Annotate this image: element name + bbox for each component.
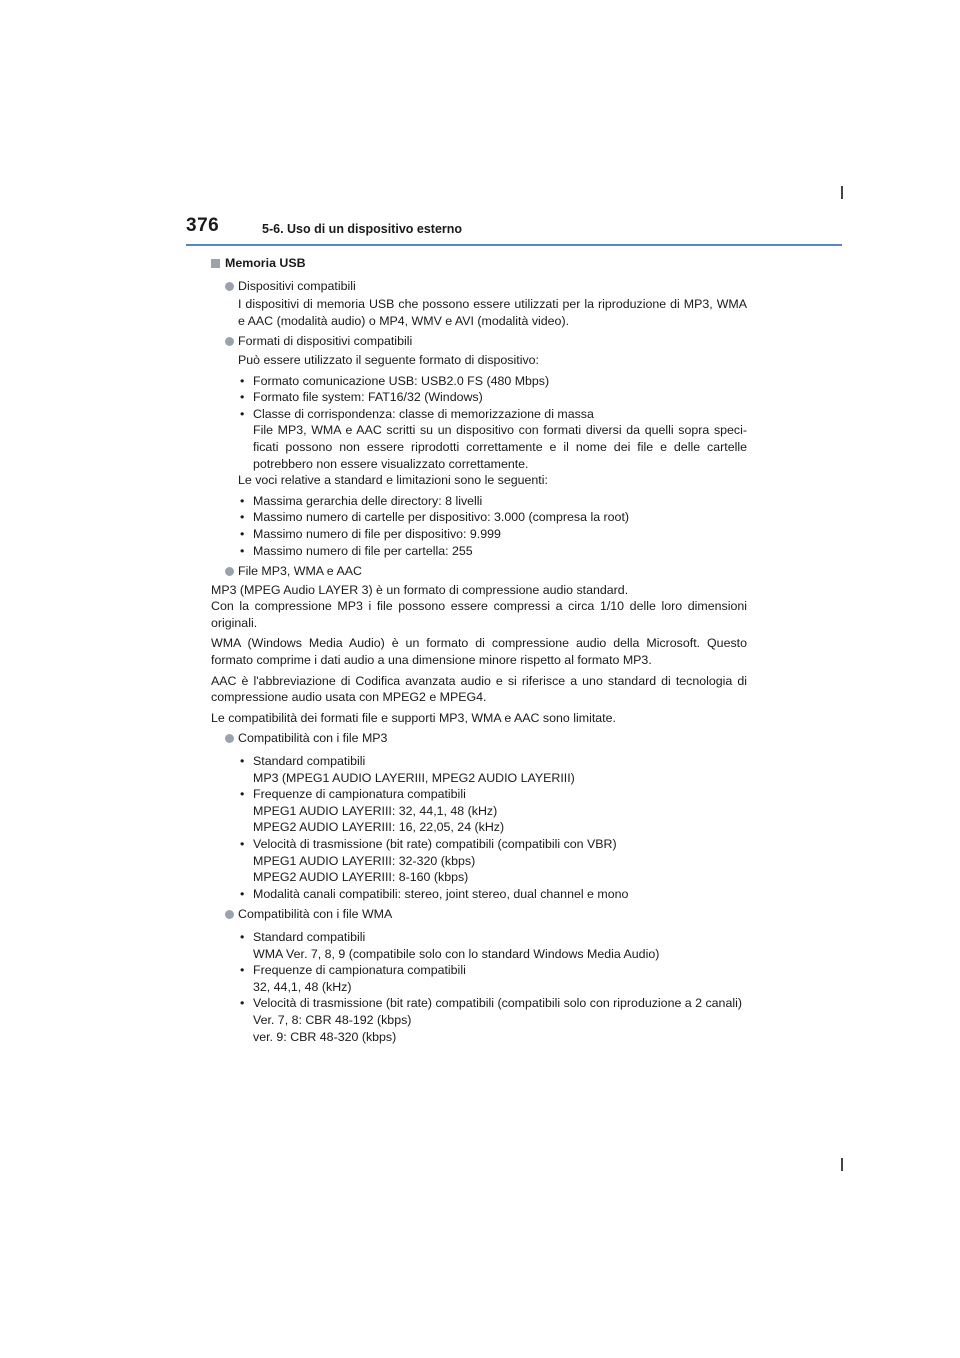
list-item: • Massimo numero di file per cartella: 255 (240, 543, 473, 558)
paragraph: Può essere utilizzato il seguente formato di dispositivo: (238, 352, 539, 367)
subheading-wma-compatibility (225, 906, 747, 923)
paragraph: Con la compressione MP3 i file possono essere compressi a circa 1/10 delle loro dimensioni originali. (211, 599, 747, 630)
bullet-list (238, 753, 747, 902)
list-item: • Classe di corrispondenza: classe di memorizzazione di massa File MP3, WMA e AAC scritti su un dispositivo con formati diversi da quelli sopra speci-ficati possono non essere riprodotti correttamente e il nome dei file e delle cartelle potrebbero non essere visualizzato correttamente. (240, 406, 747, 471)
subheading-text: File MP3, WMA e AAC (238, 564, 362, 579)
list-item: • Velocità di trasmissione (bit rate) compatibili (compatibili solo con riproduzione a 2 canali) Ver. 7, 8: CBR 48-192 (kbps) ver. 9: CBR 48-320 (kbps) (240, 996, 742, 1044)
section-heading-text: Memoria USB (225, 256, 306, 270)
list-item: • Frequenze di campionatura compatibili MPEG1 AUDIO LAYERIII: 32, 44,1, 48 (kHz) MPEG2 AUDIO LAYERIII: 16, 22,05, 24 (kHz) (240, 787, 505, 835)
bullet-list (238, 929, 747, 1045)
list-item: • Formato comunicazione USB: USB2.0 FS (480 Mbps) (240, 373, 550, 388)
page-number: 376 (186, 215, 220, 236)
paragraph: AAC è l'abbreviazione di Codifica avanzata audio e si riferisce a uno standard di tecnologia di compressione audio usata con MPEG2 e MPEG4. (211, 673, 747, 705)
page-content (211, 255, 747, 1045)
square-bullet-icon (211, 259, 220, 268)
bullet-list (238, 373, 747, 473)
subheading-mp3-compatibility (225, 730, 747, 747)
bullet-list (238, 493, 747, 559)
circle-bullet-icon (225, 282, 234, 291)
subheading-text: Dispositivi compatibili (238, 278, 356, 293)
list-item: • Frequenze di campionatura compatibili 32, 44,1, 48 (kHz) (240, 963, 466, 994)
subheading-device-formats (225, 333, 747, 350)
subheading-file-formats (225, 563, 747, 580)
paragraph: Le voci relative a standard e limitazioni sono le seguenti: (238, 473, 548, 488)
circle-bullet-icon (225, 337, 234, 346)
header-rule (186, 244, 842, 246)
subheading-compatible-devices (225, 278, 747, 295)
list-item: • Formato file system: FAT16/32 (Windows) (240, 390, 483, 405)
subheading-text: Formati di dispositivi compatibili (238, 334, 413, 349)
paragraph: MP3 (MPEG Audio LAYER 3) è un formato di compressione audio standard. (211, 582, 629, 597)
paragraph: WMA (Windows Media Audio) è un formato di compressione audio della Microsoft. Questo formato comprime i dati audio a una dimensione minore rispetto al formato MP3. (211, 636, 747, 668)
list-item: • Modalità canali compatibili: stereo, joint stereo, dual channel e mono (240, 886, 629, 901)
crop-mark-top (841, 186, 843, 199)
section-heading (211, 255, 747, 272)
list-item: • Massimo numero di file per dispositivo: 9.999 (240, 526, 501, 541)
list-item: • Standard compatibili WMA Ver. 7, 8, 9 (compatibile solo con lo standard Windows Media Audio) (240, 929, 660, 961)
list-item: • Standard compatibili MP3 (MPEG1 AUDIO LAYERIII, MPEG2 AUDIO LAYERIII) (240, 754, 575, 785)
paragraph: Le compatibilità dei formati file e supporti MP3, WMA e AAC sono limitate. (211, 710, 616, 725)
section-title: 5-6. Uso di un dispositivo esterno (262, 222, 463, 236)
list-item: • Massima gerarchia delle directory: 8 livelli (240, 493, 483, 508)
circle-bullet-icon (225, 910, 234, 919)
bullet-note: File MP3, WMA e AAC scritti su un dispositivo con formati diversi da quelli sopra speci-ficati possono non essere riprodotti correttamente e il nome dei file e delle cartelle potrebbero non essere visualizzato correttamente. (253, 423, 747, 471)
crop-mark-bottom (841, 1158, 843, 1171)
circle-bullet-icon (225, 734, 234, 743)
subheading-text: Compatibilità con i file WMA (238, 907, 393, 922)
subheading-text: Compatibilità con i file MP3 (238, 731, 388, 746)
circle-bullet-icon (225, 567, 234, 576)
paragraph: I dispositivi di memoria USB che possono essere utilizzati per la riproduzione di MP3, WMA e AAC (modalità audio) o MP4, WMV e AVI (modalità video). (238, 297, 747, 328)
list-item: • Velocità di trasmissione (bit rate) compatibili (compatibili con VBR) MPEG1 AUDIO LAYERIII: 32-320 (kbps) MPEG2 AUDIO LAYERIII: 8-160 (kbps) (240, 837, 617, 885)
list-item: • Massimo numero di cartelle per dispositivo: 3.000 (compresa la root) (240, 510, 630, 525)
